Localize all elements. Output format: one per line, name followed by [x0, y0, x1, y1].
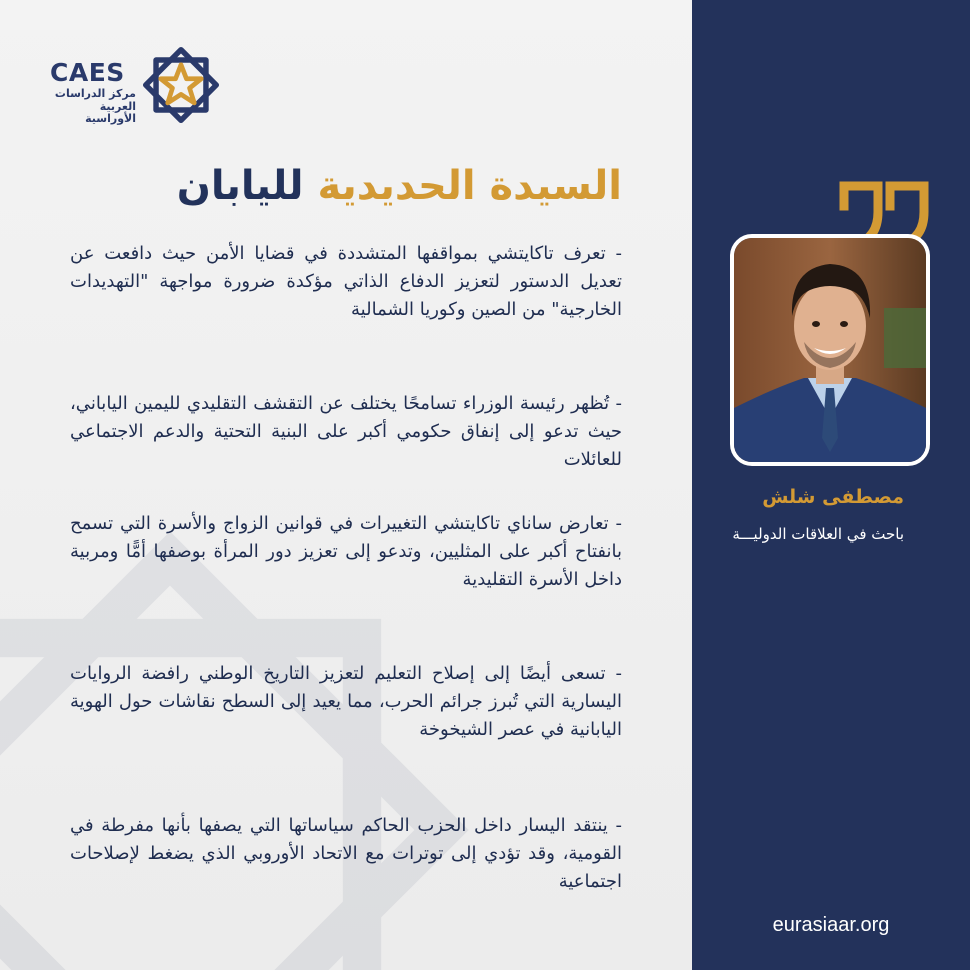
logo-name-line2: العربية الأوراسية — [85, 100, 136, 125]
logo-acronym: CAES — [50, 58, 125, 87]
author-panel — [692, 0, 970, 970]
title-gold-part: السيدة الحديدية — [317, 163, 622, 209]
paragraph-2: - تُظهر رئيسة الوزراء تسامحًا يختلف عن التقشف التقليدي لليمين الياباني، حيث تدعو إلى إنفاق حكومي أكبر على البنية التحتية والدعم الاجتماعي للعائلات — [70, 393, 622, 470]
paragraph-5: - ينتقد اليسار داخل الحزب الحاكم سياساتها التي يصفها بأنها مفرطة في القومية، وقد تؤدي إلى توترات مع الاتحاد الأوروبي الذي يضغط لإصلاحات اجتماعية — [70, 815, 622, 892]
title-navy-part: لليابان — [176, 163, 304, 209]
author-name: مصطفى شلش — [762, 486, 904, 508]
paragraph-3: - تعارض ساناي تاكايتشي التغييرات في قوانين الزواج والأسرة التي تسمح بانفتاح أكبر على المثليين، وتدعو إلى تعزيز دور المرأة بوصفها أمًّا ومربية داخل الأسرة التقليدية — [70, 513, 622, 590]
logo-name-line1: مركز الدراسات — [54, 87, 136, 100]
caes-logo — [50, 46, 220, 126]
paragraph-4: - تسعى أيضًا إلى إصلاح التعليم لتعزيز التاريخ الوطني رافضة الروايات اليسارية التي تُبرز جرائم الحرب، مما يعيد إلى السطح نقاشات حول الهوية اليابانية في عصر الشيخوخة — [70, 663, 622, 740]
paragraph-1: - تعرف تاكايتشي بمواقفها المتشددة في قضايا الأمن حيث دافعت عن تعديل الدستور لتعزيز الدفاع الذاتي مؤكدة ضرورة مواجهة "التهديدات الخارجية" من الصين وكوريا الشمالية — [70, 243, 622, 320]
author-photo — [730, 234, 930, 466]
website-link[interactable]: eurasiaar.org — [772, 914, 890, 936]
author-role: باحث في العلاقات الدوليـــة — [732, 525, 904, 543]
star-logo-icon — [142, 46, 220, 124]
page-title — [70, 158, 622, 214]
author-photo-image — [734, 238, 926, 462]
